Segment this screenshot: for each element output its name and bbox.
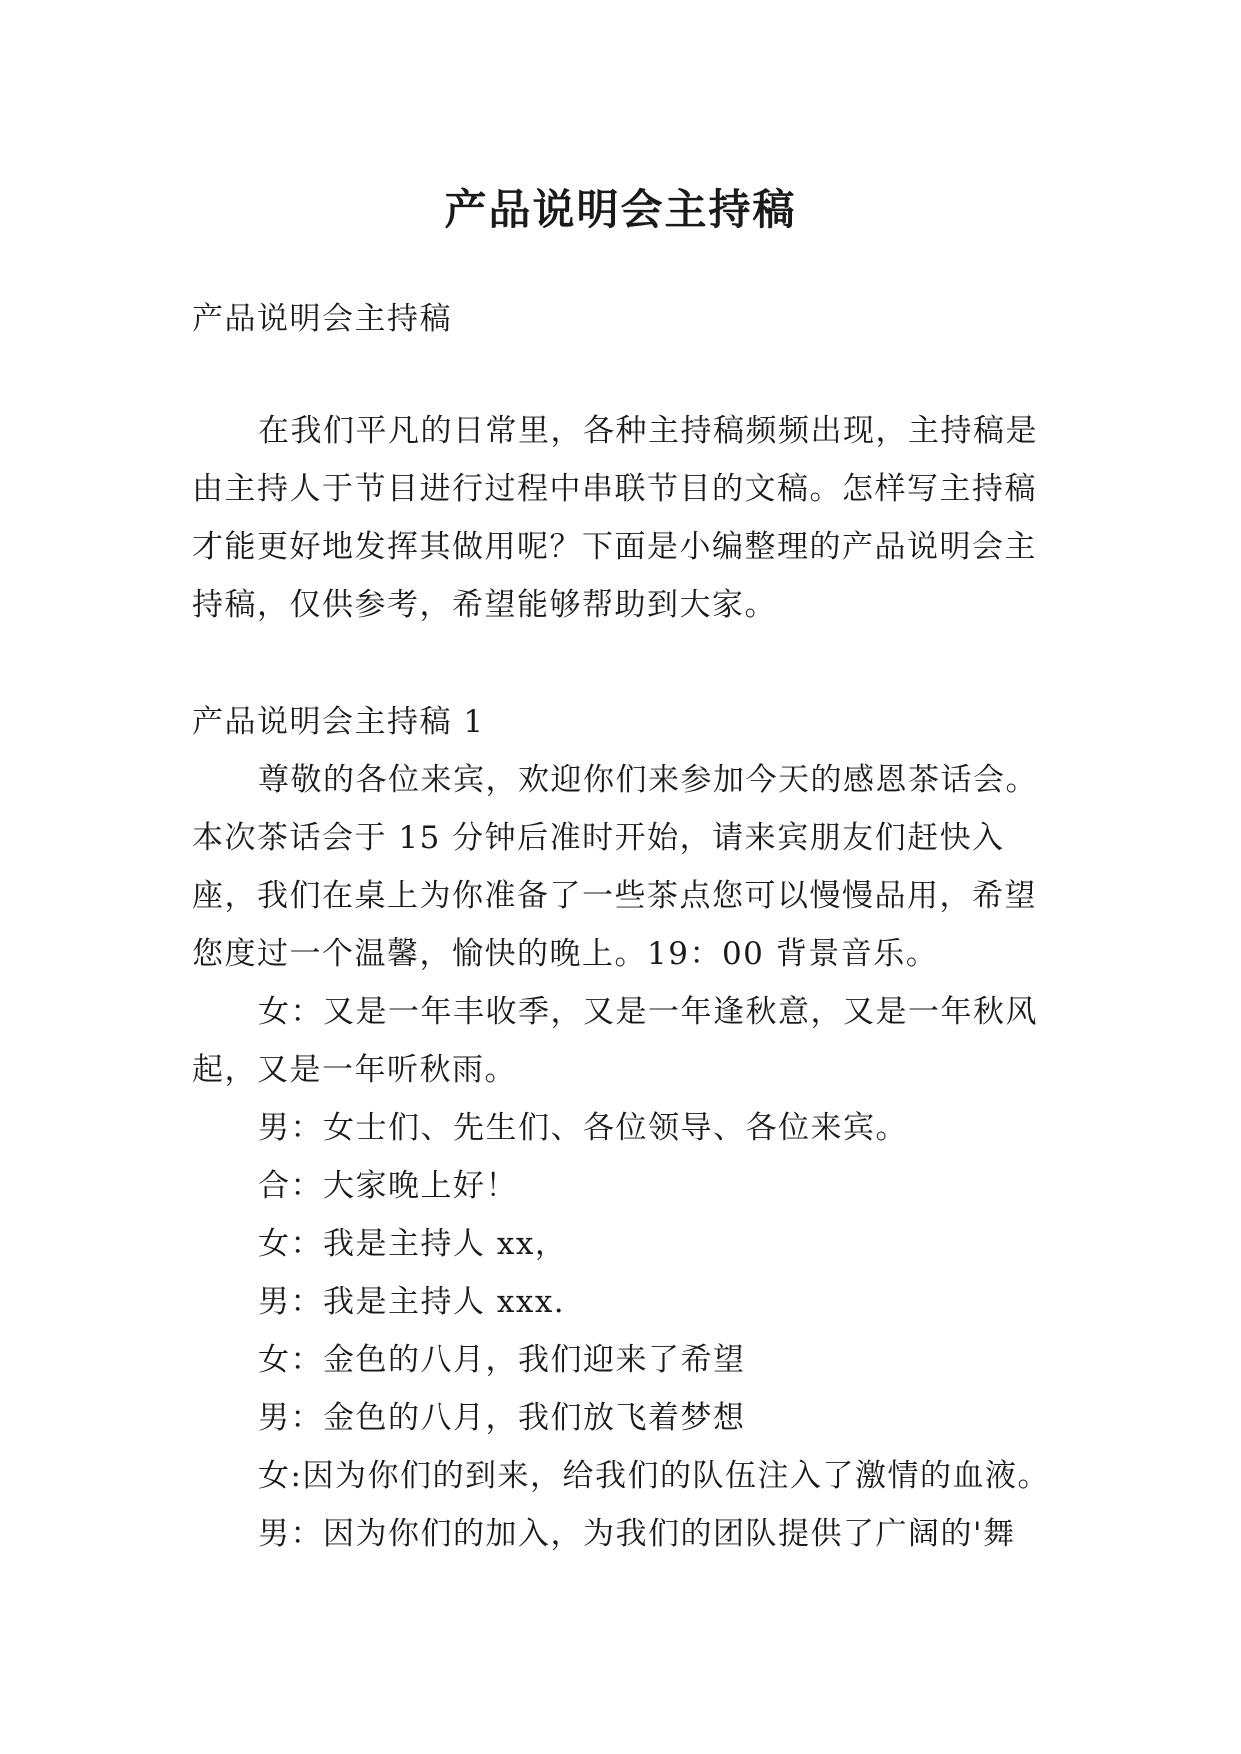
document-subtitle: 产品说明会主持稿 bbox=[192, 301, 452, 337]
paragraph: 女：又是一年丰收季，又是一年逢秋意，又是一年秋风起，又是一年听秋雨。 bbox=[192, 994, 1038, 1088]
paragraph: 合：大家晚上好！ bbox=[258, 1168, 518, 1204]
paragraph: 男：我是主持人 xxx. bbox=[258, 1284, 566, 1320]
paragraph: 男：女士们、先生们、各位领导、各位来宾。 bbox=[258, 1110, 908, 1146]
paragraph: 女：我是主持人 xx， bbox=[258, 1226, 568, 1262]
paragraph: 男：因为你们的加入，为我们的团队提供了广阔的'舞 bbox=[258, 1516, 1016, 1552]
paragraph: 男：金色的八月，我们放飞着梦想 bbox=[258, 1400, 746, 1436]
paragraph: 女：金色的八月，我们迎来了希望 bbox=[258, 1342, 746, 1378]
document-title: 产品说明会主持稿 bbox=[444, 185, 797, 235]
section-heading: 产品说明会主持稿 1 bbox=[192, 704, 485, 740]
intro-paragraph: 在我们平凡的日常里，各种主持稿频频出现，主持稿是由主持人于节目进行过程中串联节目的文稿。怎样写主持稿才能更好地发挥其做用呢？下面是小编整理的产品说明会主持稿，仅供参考，希望能够帮助到大家。 bbox=[192, 413, 1038, 623]
paragraph: 女:因为你们的到来，给我们的队伍注入了激情的血液。 bbox=[258, 1458, 1050, 1494]
paragraph: 尊敬的各位来宾，欢迎你们来参加今天的感恩茶话会。本次茶话会于 15 分钟后准时开始，请来宾朋友们赶快入座，我们在桌上为你准备了一些茶点您可以慢慢品用，希望您度过一个温馨，愉快的晚上。19：00 背景音乐。 bbox=[192, 762, 1038, 972]
section-content bbox=[192, 693, 1054, 1563]
